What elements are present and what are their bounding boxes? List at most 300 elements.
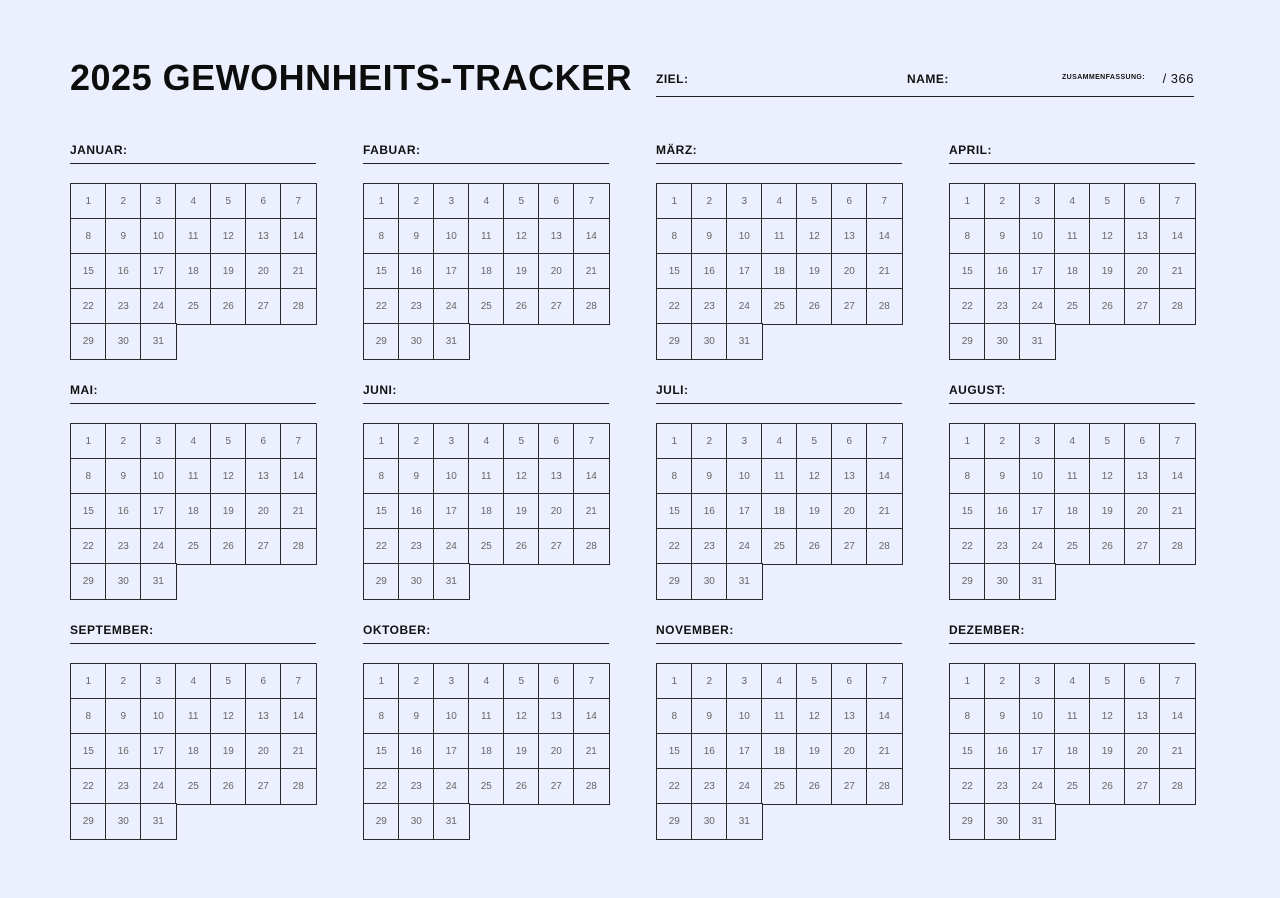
day-cell[interactable]: 31	[1019, 563, 1056, 600]
day-cell[interactable]: 3	[140, 663, 177, 700]
day-cell[interactable]: 10	[140, 698, 177, 735]
day-cell[interactable]: 5	[1089, 663, 1126, 700]
day-cell[interactable]: 6	[831, 663, 868, 700]
day-cell[interactable]: 8	[949, 218, 986, 255]
day-cell[interactable]: 20	[1124, 253, 1161, 290]
day-cell[interactable]: 11	[175, 698, 212, 735]
day-cell[interactable]: 11	[1054, 218, 1091, 255]
day-cell[interactable]: 7	[280, 663, 317, 700]
day-cell[interactable]: 14	[573, 458, 610, 495]
day-cell[interactable]: 30	[398, 803, 435, 840]
day-cell[interactable]: 2	[691, 183, 728, 220]
day-cell[interactable]: 1	[656, 663, 693, 700]
day-cell[interactable]: 24	[726, 288, 763, 325]
day-cell[interactable]: 31	[140, 803, 177, 840]
day-cell[interactable]: 31	[1019, 323, 1056, 360]
day-cell[interactable]: 26	[1089, 288, 1126, 325]
day-cell[interactable]: 12	[210, 698, 247, 735]
day-cell[interactable]: 9	[105, 458, 142, 495]
day-cell[interactable]: 31	[1019, 803, 1056, 840]
day-cell[interactable]: 24	[140, 528, 177, 565]
day-cell[interactable]: 29	[70, 803, 107, 840]
day-cell[interactable]: 1	[363, 423, 400, 460]
day-cell[interactable]: 10	[1019, 458, 1056, 495]
day-cell[interactable]: 4	[175, 183, 212, 220]
day-cell[interactable]: 21	[866, 253, 903, 290]
day-cell[interactable]: 3	[1019, 423, 1056, 460]
day-cell[interactable]: 8	[656, 218, 693, 255]
day-cell[interactable]: 29	[949, 323, 986, 360]
day-cell[interactable]: 29	[363, 323, 400, 360]
day-cell[interactable]: 1	[949, 663, 986, 700]
day-cell[interactable]: 14	[1159, 458, 1196, 495]
day-cell[interactable]: 5	[796, 183, 833, 220]
day-cell[interactable]: 5	[210, 423, 247, 460]
day-cell[interactable]: 20	[538, 253, 575, 290]
day-cell[interactable]: 9	[398, 458, 435, 495]
day-cell[interactable]: 24	[140, 288, 177, 325]
day-cell[interactable]: 10	[433, 218, 470, 255]
day-cell[interactable]: 17	[140, 253, 177, 290]
day-cell[interactable]: 11	[761, 698, 798, 735]
day-cell[interactable]: 1	[949, 423, 986, 460]
day-cell[interactable]: 8	[656, 458, 693, 495]
day-cell[interactable]: 4	[761, 663, 798, 700]
day-cell[interactable]: 6	[538, 663, 575, 700]
day-cell[interactable]: 14	[280, 218, 317, 255]
day-cell[interactable]: 27	[831, 288, 868, 325]
day-cell[interactable]: 18	[175, 253, 212, 290]
day-cell[interactable]: 22	[949, 528, 986, 565]
day-cell[interactable]: 22	[363, 528, 400, 565]
day-cell[interactable]: 4	[468, 423, 505, 460]
day-cell[interactable]: 25	[175, 528, 212, 565]
day-cell[interactable]: 13	[831, 458, 868, 495]
day-cell[interactable]: 18	[1054, 253, 1091, 290]
day-cell[interactable]: 24	[433, 528, 470, 565]
day-cell[interactable]: 22	[949, 288, 986, 325]
day-cell[interactable]: 27	[1124, 288, 1161, 325]
day-cell[interactable]: 10	[726, 458, 763, 495]
day-cell[interactable]: 20	[245, 253, 282, 290]
day-cell[interactable]: 27	[538, 768, 575, 805]
day-cell[interactable]: 30	[691, 803, 728, 840]
day-cell[interactable]: 2	[398, 663, 435, 700]
day-cell[interactable]: 16	[984, 493, 1021, 530]
day-cell[interactable]: 28	[280, 288, 317, 325]
day-cell[interactable]: 30	[984, 563, 1021, 600]
day-cell[interactable]: 11	[468, 458, 505, 495]
day-cell[interactable]: 2	[691, 663, 728, 700]
day-cell[interactable]: 18	[468, 253, 505, 290]
day-cell[interactable]: 4	[1054, 423, 1091, 460]
day-cell[interactable]: 27	[245, 768, 282, 805]
day-cell[interactable]: 31	[433, 563, 470, 600]
day-cell[interactable]: 16	[398, 493, 435, 530]
day-cell[interactable]: 26	[210, 768, 247, 805]
day-cell[interactable]: 23	[691, 528, 728, 565]
day-cell[interactable]: 7	[866, 423, 903, 460]
day-cell[interactable]: 7	[573, 423, 610, 460]
day-cell[interactable]: 21	[1159, 493, 1196, 530]
day-cell[interactable]: 26	[503, 288, 540, 325]
day-cell[interactable]: 10	[433, 698, 470, 735]
day-cell[interactable]: 17	[433, 253, 470, 290]
day-cell[interactable]: 3	[140, 183, 177, 220]
day-cell[interactable]: 13	[538, 458, 575, 495]
day-cell[interactable]: 2	[105, 183, 142, 220]
day-cell[interactable]: 12	[796, 698, 833, 735]
day-cell[interactable]: 24	[1019, 528, 1056, 565]
day-cell[interactable]: 16	[105, 733, 142, 770]
day-cell[interactable]: 21	[573, 493, 610, 530]
day-cell[interactable]: 23	[105, 768, 142, 805]
day-cell[interactable]: 3	[433, 183, 470, 220]
day-cell[interactable]: 24	[1019, 768, 1056, 805]
day-cell[interactable]: 19	[210, 733, 247, 770]
day-cell[interactable]: 30	[984, 323, 1021, 360]
day-cell[interactable]: 2	[691, 423, 728, 460]
day-cell[interactable]: 15	[363, 493, 400, 530]
day-cell[interactable]: 28	[1159, 288, 1196, 325]
day-cell[interactable]: 31	[726, 803, 763, 840]
day-cell[interactable]: 13	[538, 218, 575, 255]
day-cell[interactable]: 1	[70, 183, 107, 220]
day-cell[interactable]: 17	[140, 733, 177, 770]
day-cell[interactable]: 16	[105, 493, 142, 530]
day-cell[interactable]: 17	[140, 493, 177, 530]
day-cell[interactable]: 14	[1159, 218, 1196, 255]
day-cell[interactable]: 16	[691, 253, 728, 290]
day-cell[interactable]: 26	[1089, 768, 1126, 805]
day-cell[interactable]: 4	[761, 183, 798, 220]
day-cell[interactable]: 7	[1159, 183, 1196, 220]
day-cell[interactable]: 2	[984, 663, 1021, 700]
day-cell[interactable]: 23	[398, 528, 435, 565]
day-cell[interactable]: 21	[866, 733, 903, 770]
day-cell[interactable]: 12	[796, 458, 833, 495]
day-cell[interactable]: 6	[831, 183, 868, 220]
day-cell[interactable]: 8	[949, 698, 986, 735]
day-cell[interactable]: 3	[1019, 663, 1056, 700]
day-cell[interactable]: 2	[984, 183, 1021, 220]
day-cell[interactable]: 20	[245, 733, 282, 770]
day-cell[interactable]: 29	[656, 323, 693, 360]
day-cell[interactable]: 5	[796, 663, 833, 700]
day-cell[interactable]: 12	[1089, 458, 1126, 495]
day-cell[interactable]: 8	[363, 218, 400, 255]
day-cell[interactable]: 17	[726, 493, 763, 530]
day-cell[interactable]: 6	[1124, 423, 1161, 460]
day-cell[interactable]: 10	[726, 218, 763, 255]
day-cell[interactable]: 9	[691, 698, 728, 735]
day-cell[interactable]: 9	[984, 218, 1021, 255]
day-cell[interactable]: 11	[468, 218, 505, 255]
day-cell[interactable]: 14	[866, 698, 903, 735]
day-cell[interactable]: 2	[105, 423, 142, 460]
day-cell[interactable]: 26	[796, 528, 833, 565]
day-cell[interactable]: 19	[1089, 733, 1126, 770]
day-cell[interactable]: 11	[1054, 698, 1091, 735]
day-cell[interactable]: 30	[398, 563, 435, 600]
day-cell[interactable]: 4	[468, 183, 505, 220]
day-cell[interactable]: 3	[1019, 183, 1056, 220]
day-cell[interactable]: 19	[796, 253, 833, 290]
day-cell[interactable]: 31	[140, 563, 177, 600]
day-cell[interactable]: 9	[398, 218, 435, 255]
day-cell[interactable]: 22	[70, 768, 107, 805]
day-cell[interactable]: 29	[363, 563, 400, 600]
day-cell[interactable]: 24	[140, 768, 177, 805]
day-cell[interactable]: 1	[363, 663, 400, 700]
day-cell[interactable]: 14	[866, 458, 903, 495]
day-cell[interactable]: 25	[761, 288, 798, 325]
day-cell[interactable]: 26	[503, 528, 540, 565]
day-cell[interactable]: 15	[70, 493, 107, 530]
day-cell[interactable]: 6	[245, 423, 282, 460]
day-cell[interactable]: 17	[1019, 253, 1056, 290]
day-cell[interactable]: 17	[433, 733, 470, 770]
day-cell[interactable]: 26	[1089, 528, 1126, 565]
day-cell[interactable]: 18	[761, 493, 798, 530]
day-cell[interactable]: 15	[949, 493, 986, 530]
day-cell[interactable]: 16	[398, 253, 435, 290]
day-cell[interactable]: 17	[433, 493, 470, 530]
day-cell[interactable]: 23	[398, 288, 435, 325]
day-cell[interactable]: 12	[1089, 218, 1126, 255]
day-cell[interactable]: 26	[796, 768, 833, 805]
day-cell[interactable]: 29	[949, 563, 986, 600]
day-cell[interactable]: 13	[831, 218, 868, 255]
day-cell[interactable]: 25	[761, 528, 798, 565]
day-cell[interactable]: 13	[1124, 458, 1161, 495]
day-cell[interactable]: 25	[761, 768, 798, 805]
day-cell[interactable]: 30	[105, 563, 142, 600]
day-cell[interactable]: 6	[245, 663, 282, 700]
day-cell[interactable]: 19	[503, 733, 540, 770]
day-cell[interactable]: 3	[433, 423, 470, 460]
day-cell[interactable]: 26	[503, 768, 540, 805]
day-cell[interactable]: 13	[538, 698, 575, 735]
day-cell[interactable]: 9	[105, 218, 142, 255]
day-cell[interactable]: 20	[1124, 733, 1161, 770]
day-cell[interactable]: 25	[1054, 288, 1091, 325]
day-cell[interactable]: 31	[726, 323, 763, 360]
day-cell[interactable]: 27	[831, 528, 868, 565]
day-cell[interactable]: 11	[1054, 458, 1091, 495]
day-cell[interactable]: 6	[538, 183, 575, 220]
day-cell[interactable]: 26	[210, 528, 247, 565]
day-cell[interactable]: 30	[691, 323, 728, 360]
day-cell[interactable]: 28	[1159, 768, 1196, 805]
day-cell[interactable]: 7	[866, 183, 903, 220]
day-cell[interactable]: 13	[245, 698, 282, 735]
day-cell[interactable]: 8	[656, 698, 693, 735]
day-cell[interactable]: 31	[433, 323, 470, 360]
day-cell[interactable]: 20	[831, 493, 868, 530]
day-cell[interactable]: 7	[280, 423, 317, 460]
day-cell[interactable]: 15	[363, 253, 400, 290]
day-cell[interactable]: 12	[503, 458, 540, 495]
day-cell[interactable]: 13	[831, 698, 868, 735]
day-cell[interactable]: 8	[70, 458, 107, 495]
day-cell[interactable]: 20	[831, 253, 868, 290]
day-cell[interactable]: 27	[245, 288, 282, 325]
day-cell[interactable]: 26	[796, 288, 833, 325]
day-cell[interactable]: 10	[433, 458, 470, 495]
day-cell[interactable]: 3	[726, 183, 763, 220]
day-cell[interactable]: 27	[538, 528, 575, 565]
day-cell[interactable]: 25	[1054, 528, 1091, 565]
day-cell[interactable]: 2	[105, 663, 142, 700]
day-cell[interactable]: 15	[656, 733, 693, 770]
day-cell[interactable]: 3	[433, 663, 470, 700]
day-cell[interactable]: 25	[175, 288, 212, 325]
day-cell[interactable]: 20	[538, 493, 575, 530]
day-cell[interactable]: 19	[210, 253, 247, 290]
day-cell[interactable]: 23	[398, 768, 435, 805]
day-cell[interactable]: 4	[761, 423, 798, 460]
day-cell[interactable]: 20	[1124, 493, 1161, 530]
day-cell[interactable]: 23	[691, 768, 728, 805]
day-cell[interactable]: 6	[245, 183, 282, 220]
day-cell[interactable]: 5	[1089, 183, 1126, 220]
day-cell[interactable]: 9	[984, 698, 1021, 735]
day-cell[interactable]: 24	[726, 768, 763, 805]
day-cell[interactable]: 5	[1089, 423, 1126, 460]
day-cell[interactable]: 11	[468, 698, 505, 735]
day-cell[interactable]: 11	[761, 458, 798, 495]
day-cell[interactable]: 18	[761, 733, 798, 770]
day-cell[interactable]: 23	[984, 768, 1021, 805]
day-cell[interactable]: 6	[831, 423, 868, 460]
day-cell[interactable]: 15	[70, 253, 107, 290]
day-cell[interactable]: 27	[245, 528, 282, 565]
day-cell[interactable]: 8	[70, 698, 107, 735]
day-cell[interactable]: 24	[433, 288, 470, 325]
day-cell[interactable]: 8	[363, 458, 400, 495]
day-cell[interactable]: 1	[949, 183, 986, 220]
day-cell[interactable]: 30	[398, 323, 435, 360]
day-cell[interactable]: 7	[1159, 663, 1196, 700]
day-cell[interactable]: 19	[503, 253, 540, 290]
day-cell[interactable]: 20	[538, 733, 575, 770]
day-cell[interactable]: 29	[70, 563, 107, 600]
day-cell[interactable]: 1	[656, 183, 693, 220]
day-cell[interactable]: 3	[140, 423, 177, 460]
day-cell[interactable]: 28	[280, 768, 317, 805]
day-cell[interactable]: 9	[105, 698, 142, 735]
day-cell[interactable]: 22	[70, 528, 107, 565]
day-cell[interactable]: 29	[656, 803, 693, 840]
day-cell[interactable]: 16	[984, 733, 1021, 770]
day-cell[interactable]: 16	[398, 733, 435, 770]
day-cell[interactable]: 3	[726, 423, 763, 460]
day-cell[interactable]: 22	[70, 288, 107, 325]
day-cell[interactable]: 19	[210, 493, 247, 530]
day-cell[interactable]: 6	[1124, 183, 1161, 220]
day-cell[interactable]: 5	[503, 663, 540, 700]
day-cell[interactable]: 19	[1089, 493, 1126, 530]
day-cell[interactable]: 4	[1054, 663, 1091, 700]
day-cell[interactable]: 25	[468, 528, 505, 565]
day-cell[interactable]: 14	[280, 698, 317, 735]
day-cell[interactable]: 31	[726, 563, 763, 600]
day-cell[interactable]: 15	[656, 253, 693, 290]
day-cell[interactable]: 17	[726, 733, 763, 770]
day-cell[interactable]: 23	[984, 528, 1021, 565]
day-cell[interactable]: 23	[105, 288, 142, 325]
day-cell[interactable]: 1	[70, 423, 107, 460]
day-cell[interactable]: 12	[210, 218, 247, 255]
day-cell[interactable]: 16	[105, 253, 142, 290]
day-cell[interactable]: 7	[1159, 423, 1196, 460]
day-cell[interactable]: 19	[503, 493, 540, 530]
day-cell[interactable]: 15	[949, 253, 986, 290]
day-cell[interactable]: 13	[245, 218, 282, 255]
day-cell[interactable]: 25	[175, 768, 212, 805]
day-cell[interactable]: 18	[175, 733, 212, 770]
day-cell[interactable]: 28	[866, 528, 903, 565]
day-cell[interactable]: 28	[866, 768, 903, 805]
day-cell[interactable]: 15	[70, 733, 107, 770]
day-cell[interactable]: 25	[1054, 768, 1091, 805]
day-cell[interactable]: 5	[210, 183, 247, 220]
day-cell[interactable]: 7	[573, 663, 610, 700]
day-cell[interactable]: 22	[656, 768, 693, 805]
day-cell[interactable]: 13	[245, 458, 282, 495]
day-cell[interactable]: 30	[691, 563, 728, 600]
day-cell[interactable]: 21	[1159, 253, 1196, 290]
day-cell[interactable]: 6	[538, 423, 575, 460]
day-cell[interactable]: 12	[796, 218, 833, 255]
day-cell[interactable]: 12	[503, 698, 540, 735]
day-cell[interactable]: 25	[468, 768, 505, 805]
day-cell[interactable]: 21	[280, 733, 317, 770]
day-cell[interactable]: 18	[468, 733, 505, 770]
day-cell[interactable]: 23	[984, 288, 1021, 325]
day-cell[interactable]: 27	[538, 288, 575, 325]
day-cell[interactable]: 28	[573, 768, 610, 805]
day-cell[interactable]: 31	[140, 323, 177, 360]
day-cell[interactable]: 1	[656, 423, 693, 460]
day-cell[interactable]: 22	[363, 288, 400, 325]
day-cell[interactable]: 14	[280, 458, 317, 495]
day-cell[interactable]: 25	[468, 288, 505, 325]
day-cell[interactable]: 15	[656, 493, 693, 530]
day-cell[interactable]: 30	[105, 803, 142, 840]
day-cell[interactable]: 14	[866, 218, 903, 255]
day-cell[interactable]: 28	[866, 288, 903, 325]
day-cell[interactable]: 28	[280, 528, 317, 565]
day-cell[interactable]: 21	[280, 253, 317, 290]
day-cell[interactable]: 29	[363, 803, 400, 840]
day-cell[interactable]: 13	[1124, 218, 1161, 255]
day-cell[interactable]: 7	[280, 183, 317, 220]
day-cell[interactable]: 7	[866, 663, 903, 700]
day-cell[interactable]: 10	[140, 218, 177, 255]
day-cell[interactable]: 1	[363, 183, 400, 220]
day-cell[interactable]: 12	[1089, 698, 1126, 735]
day-cell[interactable]: 2	[398, 423, 435, 460]
day-cell[interactable]: 28	[1159, 528, 1196, 565]
day-cell[interactable]: 3	[726, 663, 763, 700]
day-cell[interactable]: 4	[175, 423, 212, 460]
day-cell[interactable]: 14	[573, 698, 610, 735]
day-cell[interactable]: 21	[573, 733, 610, 770]
day-cell[interactable]: 17	[1019, 493, 1056, 530]
day-cell[interactable]: 23	[105, 528, 142, 565]
